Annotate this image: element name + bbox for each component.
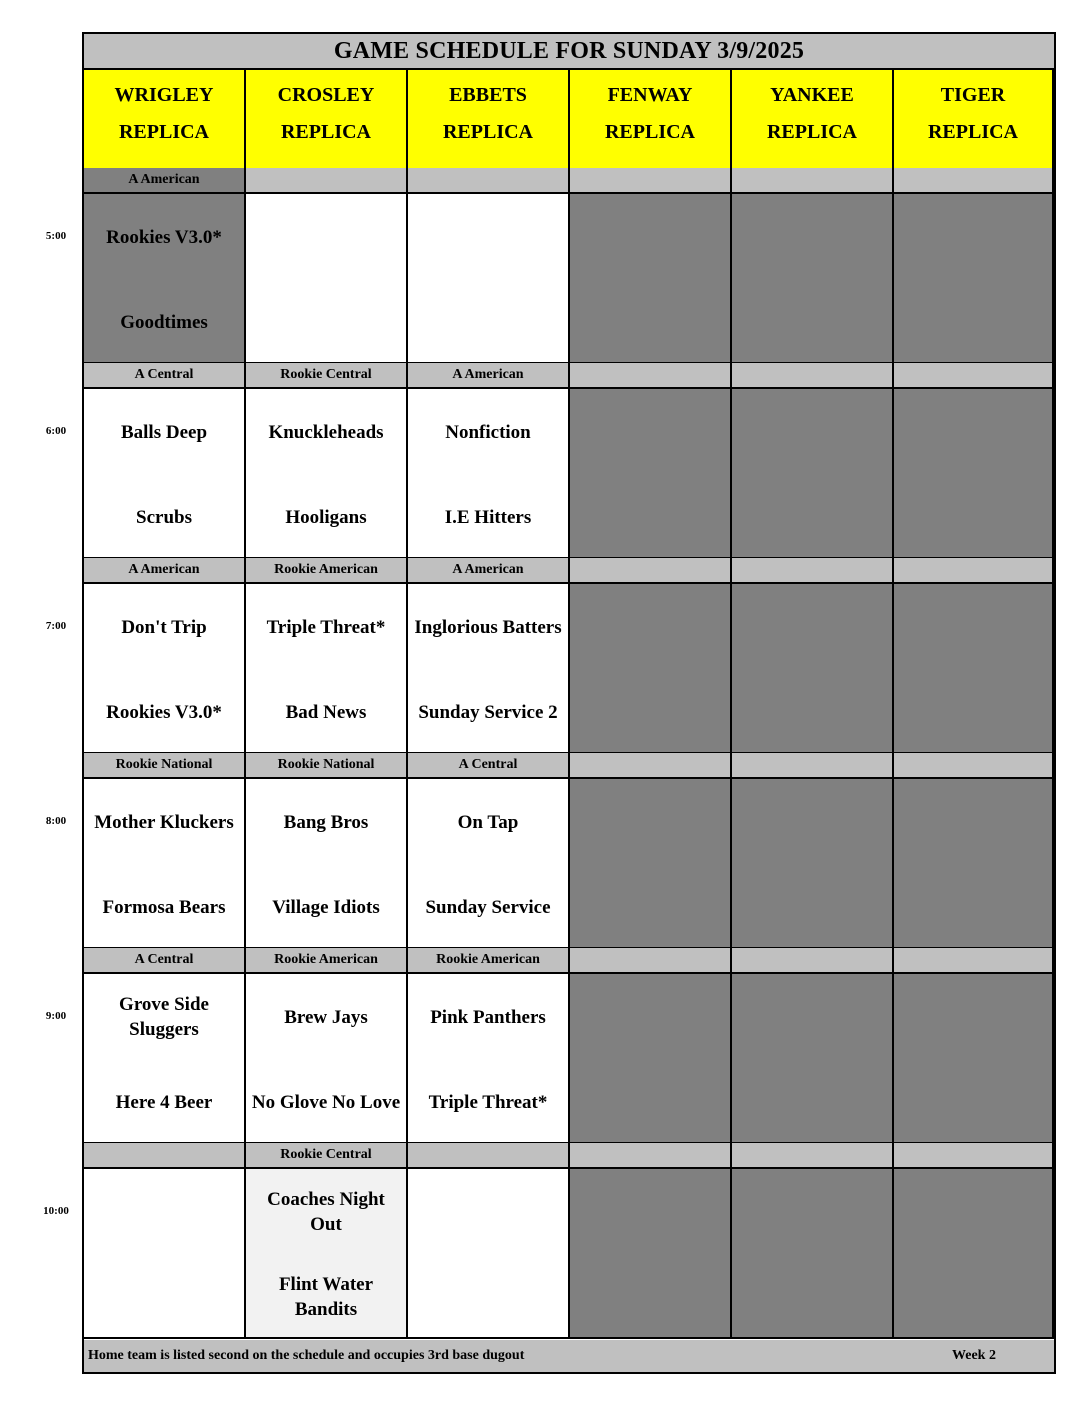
field-name: WRIGLEY — [114, 84, 214, 106]
field-subtitle: REPLICA — [927, 121, 1018, 143]
division-label — [732, 948, 894, 974]
game-cell — [570, 1169, 732, 1339]
away-team — [408, 210, 568, 264]
division-label — [732, 753, 894, 779]
away-team — [894, 990, 1052, 1044]
game-cell — [408, 974, 570, 1144]
time-label: 5:00 — [45, 230, 67, 242]
away-team: Coaches Night Out — [267, 1189, 385, 1235]
game-cell — [246, 779, 408, 949]
division-label — [570, 558, 732, 584]
home-team: Village Idiots — [272, 896, 380, 918]
field-name: TIGER — [940, 84, 1006, 106]
home-team: Goodtimes — [120, 311, 208, 333]
division-label — [570, 948, 732, 974]
home-team: Flint Water Bandits — [278, 1274, 374, 1320]
away-team — [732, 600, 892, 654]
away-team: On Tap — [457, 811, 519, 833]
home-team — [408, 1270, 568, 1324]
game-cell — [84, 194, 246, 364]
time-label: 9:00 — [45, 1010, 67, 1022]
away-team — [732, 405, 892, 459]
game-cell — [84, 389, 246, 559]
division-label — [84, 1143, 246, 1169]
division-label: A American — [408, 363, 570, 389]
home-team — [732, 295, 892, 349]
home-team — [732, 685, 892, 739]
home-team — [570, 295, 730, 349]
away-team: Pink Panthers — [430, 1006, 546, 1028]
away-team — [246, 210, 406, 264]
division-label: Rookie American — [408, 948, 570, 974]
home-team — [570, 1075, 730, 1129]
field-name: EBBETS — [449, 84, 527, 106]
home-team — [84, 1270, 244, 1324]
home-team: I.E Hitters — [444, 506, 532, 528]
away-team — [894, 405, 1052, 459]
game-cell — [894, 779, 1054, 949]
division-label — [732, 1143, 894, 1169]
home-team: Sunday Service — [425, 896, 551, 918]
away-team — [894, 1185, 1052, 1239]
division-label: A American — [84, 168, 246, 194]
time-label: 7:00 — [45, 620, 67, 632]
game-cell — [732, 1169, 894, 1339]
away-team: Don't Trip — [121, 616, 207, 638]
game-cell — [408, 584, 570, 754]
game-cell — [894, 194, 1054, 364]
footer-note: Home team is listed second on the schedule and occupies 3rd base dugout — [88, 1348, 525, 1363]
away-team — [570, 210, 730, 264]
away-team — [570, 600, 730, 654]
home-team — [894, 1270, 1052, 1324]
home-team — [732, 490, 892, 544]
time-label: 10:00 — [43, 1205, 69, 1217]
game-cell — [894, 1169, 1054, 1339]
game-cell — [570, 584, 732, 754]
away-team — [894, 210, 1052, 264]
division-label — [570, 168, 732, 194]
week-label: Week 2 — [952, 1348, 996, 1363]
division-label: Rookie American — [246, 948, 408, 974]
game-cell — [84, 779, 246, 949]
away-team: Bang Bros — [283, 811, 369, 833]
field-name: CROSLEY — [277, 84, 375, 106]
field-subtitle: REPLICA — [280, 121, 371, 143]
home-team: Rookies V3.0* — [106, 701, 222, 723]
home-team: Bad News — [285, 701, 367, 723]
home-team: Scrubs — [136, 506, 192, 528]
away-team: Inglorious Batters — [414, 616, 562, 638]
game-cell — [84, 1169, 246, 1339]
away-team: Brew Jays — [284, 1006, 368, 1028]
away-team — [732, 1185, 892, 1239]
division-label — [570, 363, 732, 389]
game-cell — [732, 194, 894, 364]
home-team: Sunday Service 2 — [418, 701, 558, 723]
game-cell — [246, 974, 408, 1144]
home-team — [246, 295, 406, 349]
time-label: 8:00 — [45, 815, 67, 827]
field-subtitle: REPLICA — [766, 121, 857, 143]
away-team: Knuckleheads — [268, 421, 384, 443]
game-cell — [408, 779, 570, 949]
game-cell — [732, 584, 894, 754]
field-subtitle: REPLICA — [118, 121, 209, 143]
home-team — [408, 295, 568, 349]
away-team — [894, 600, 1052, 654]
division-label — [570, 753, 732, 779]
time-label: 6:00 — [45, 425, 67, 437]
away-team — [570, 795, 730, 849]
division-label: Rookie National — [84, 753, 246, 779]
division-label: Rookie Central — [246, 363, 408, 389]
away-team — [570, 1185, 730, 1239]
away-team: Nonfiction — [445, 421, 531, 443]
game-cell — [894, 974, 1054, 1144]
home-team — [570, 880, 730, 934]
away-team: Grove Side Sluggers — [119, 994, 209, 1040]
game-cell — [408, 194, 570, 364]
home-team — [894, 880, 1052, 934]
home-team: Triple Threat* — [428, 1091, 548, 1113]
away-team: Balls Deep — [120, 421, 208, 443]
game-cell — [570, 974, 732, 1144]
game-cell — [570, 194, 732, 364]
home-team — [894, 490, 1052, 544]
home-team: Here 4 Beer — [115, 1091, 213, 1113]
field-name: YANKEE — [770, 84, 854, 106]
division-label — [894, 363, 1054, 389]
away-team: Rookies V3.0* — [106, 226, 222, 248]
away-team — [84, 1185, 244, 1239]
division-label: Rookie Central — [246, 1143, 408, 1169]
division-label — [894, 1143, 1054, 1169]
home-team — [894, 1075, 1052, 1129]
schedule-title: GAME SCHEDULE FOR SUNDAY 3/9/2025 — [84, 34, 1054, 70]
home-team — [570, 1270, 730, 1324]
game-cell — [246, 584, 408, 754]
home-team: Hooligans — [285, 506, 367, 528]
division-label: A American — [408, 558, 570, 584]
away-team — [732, 795, 892, 849]
division-label — [408, 168, 570, 194]
home-team: No Glove No Love — [251, 1091, 401, 1113]
game-cell — [408, 389, 570, 559]
home-team: Formosa Bears — [102, 896, 226, 918]
home-team — [570, 490, 730, 544]
division-label — [894, 168, 1054, 194]
game-cell — [246, 1169, 408, 1339]
game-cell — [894, 584, 1054, 754]
division-label: Rookie National — [246, 753, 408, 779]
footer-bar — [84, 1340, 1054, 1372]
away-team: Mother Kluckers — [94, 811, 234, 833]
division-label — [246, 168, 408, 194]
away-team — [408, 1185, 568, 1239]
field-subtitle: REPLICA — [604, 121, 695, 143]
away-team: Triple Threat* — [266, 616, 386, 638]
away-team — [732, 990, 892, 1044]
game-cell — [570, 779, 732, 949]
game-cell — [246, 389, 408, 559]
division-label — [732, 168, 894, 194]
division-label: A Central — [408, 753, 570, 779]
game-cell — [408, 1169, 570, 1339]
field-subtitle: REPLICA — [442, 121, 533, 143]
home-team — [894, 295, 1052, 349]
game-cell — [732, 974, 894, 1144]
division-label — [570, 1143, 732, 1169]
division-label: A Central — [84, 363, 246, 389]
division-label — [894, 948, 1054, 974]
away-team — [570, 405, 730, 459]
home-team — [732, 880, 892, 934]
division-label: Rookie American — [246, 558, 408, 584]
division-label — [732, 558, 894, 584]
field-name: FENWAY — [607, 84, 693, 106]
game-cell — [84, 584, 246, 754]
away-team — [732, 210, 892, 264]
division-label — [408, 1143, 570, 1169]
home-team — [570, 685, 730, 739]
home-team — [732, 1075, 892, 1129]
home-team — [894, 685, 1052, 739]
division-label — [894, 558, 1054, 584]
game-cell — [732, 779, 894, 949]
away-team — [570, 990, 730, 1044]
division-label: A Central — [84, 948, 246, 974]
home-team — [732, 1270, 892, 1324]
game-cell — [732, 389, 894, 559]
division-label — [894, 753, 1054, 779]
game-cell — [894, 389, 1054, 559]
game-cell — [570, 389, 732, 559]
division-label — [732, 363, 894, 389]
game-cell — [246, 194, 408, 364]
schedule-sheet — [82, 32, 1056, 1374]
away-team — [894, 795, 1052, 849]
game-cell — [84, 974, 246, 1144]
division-label: A American — [84, 558, 246, 584]
